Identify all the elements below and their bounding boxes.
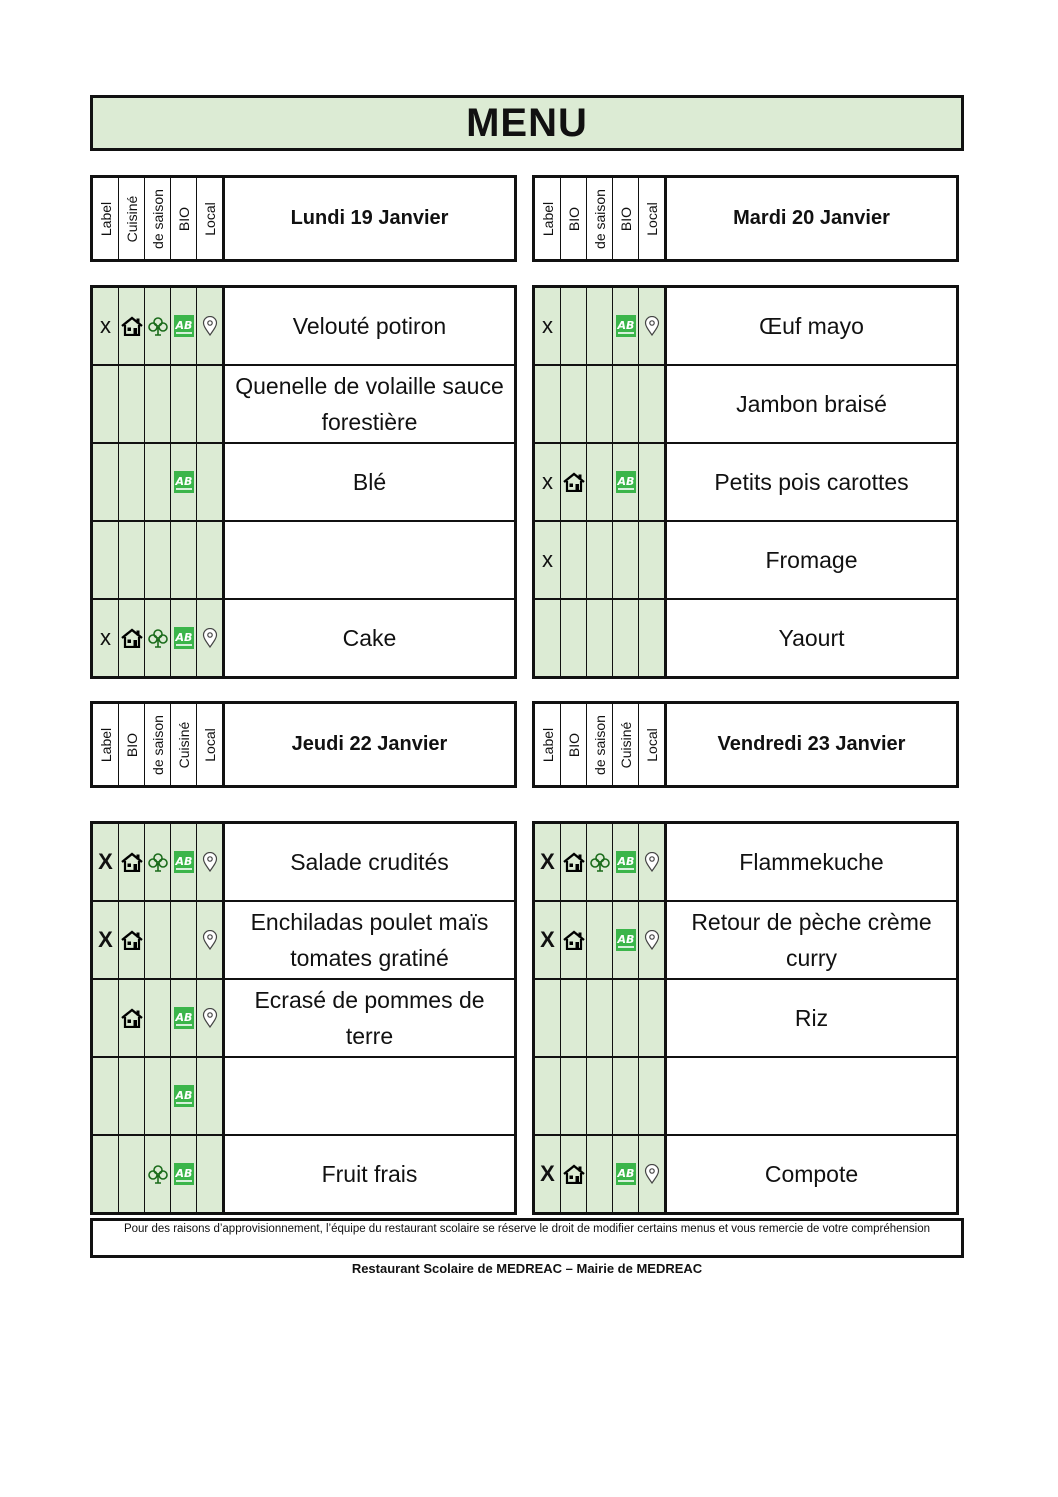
ab-bio-icon [173,470,195,494]
indicator-cell [561,288,587,364]
column-header [639,178,667,259]
day-title: Lundi 19 Janvier [290,207,449,229]
indicator-cell [119,902,145,978]
column-header [561,178,587,259]
day-header [532,175,959,262]
menu-row [535,288,956,366]
indicator-cell [613,600,639,676]
indicator-cell [93,288,119,364]
indicator-cell [639,366,667,442]
label-mark: X [540,927,555,952]
indicator-cell [587,600,613,676]
column-header-label: Local [201,201,218,236]
indicator-cell [197,902,225,978]
menu-row [535,522,956,600]
indicator-cell [613,980,639,1056]
indicator-cell [119,824,145,900]
menu-row [93,366,514,444]
indicator-cell [197,1058,225,1134]
house-icon [121,628,143,648]
menu-row [535,366,956,444]
column-header [587,178,613,259]
column-header [613,704,639,785]
indicator-cell [561,1058,587,1134]
indicator-cell [535,522,561,598]
house-icon [563,930,585,950]
indicator-cell [93,902,119,978]
label-mark: x [542,547,553,572]
column-header [561,704,587,785]
indicator-cell [639,824,667,900]
indicator-cell [561,366,587,442]
column-header [145,178,171,259]
indicator-cell [535,902,561,978]
svg-text:AB: AB [175,319,192,332]
svg-text:AB: AB [175,1011,192,1024]
ab-bio-icon [173,1084,195,1108]
indicator-cell [93,1136,119,1212]
svg-text:AB: AB [617,855,634,868]
club-icon [148,852,168,872]
indicator-cell [171,366,197,442]
indicator-cell [639,288,667,364]
indicator-cell [171,980,197,1056]
label-mark: X [98,849,113,874]
ab-bio-icon [173,1162,195,1186]
pin-icon [644,930,660,950]
indicator-cell [119,366,145,442]
ab-bio-icon [615,928,637,952]
menu-row [535,1058,956,1136]
menu-row [93,824,514,902]
dish-name: Ecrasé de pommes de terre [254,987,485,1049]
indicator-cell [613,1136,639,1212]
ab-bio-icon [173,626,195,650]
indicator-cell [535,600,561,676]
indicator-cell [613,522,639,598]
indicator-cell [145,824,171,900]
day-title: Mardi 20 Janvier [733,207,890,229]
pin-icon [202,628,218,648]
indicator-cell [613,902,639,978]
indicator-cell [171,902,197,978]
indicator-cell [587,1058,613,1134]
column-header-label: Label [97,201,114,236]
indicator-cell [587,366,613,442]
column-header [145,704,171,785]
column-header-label: Local [201,727,218,762]
ab-bio-icon [615,314,637,338]
column-header [119,704,145,785]
column-header [535,178,561,259]
indicator-cell [119,1058,145,1134]
indicator-cell [561,444,587,520]
menu-row [93,600,514,676]
dish-name: Compote [764,1161,859,1187]
day-menu-table [90,821,517,1215]
indicator-cell [93,1058,119,1134]
indicator-cell [587,522,613,598]
indicator-cell [561,902,587,978]
column-header-label: BIO [175,206,192,231]
club-icon [148,628,168,648]
indicator-cell [119,1136,145,1212]
indicator-cell [561,824,587,900]
indicator-cell [639,1136,667,1212]
menu-row [93,288,514,366]
day-title: Vendredi 23 Janvier [717,733,906,755]
indicator-cell [93,980,119,1056]
column-header [93,178,119,259]
dish-name: Fromage [765,547,858,573]
menu-row [535,902,956,980]
pin-icon [202,930,218,950]
svg-text:AB: AB [175,1089,192,1102]
dish-name: Blé [352,469,387,495]
day-header [532,701,959,788]
column-header [613,178,639,259]
indicator-cell [613,444,639,520]
column-header-label: BIO [565,732,582,757]
indicator-cell [613,824,639,900]
menu-row [535,444,956,522]
indicator-cell [197,1136,225,1212]
indicator-cell [639,1058,667,1134]
column-header-label: de saison [149,714,166,775]
club-icon [590,852,610,872]
svg-text:AB: AB [617,933,634,946]
column-header-label: BIO [617,206,634,231]
dish-name: Jambon braisé [736,391,887,417]
menu-row [93,1136,514,1212]
dish-name: Quenelle de volaille sauce forestière [235,373,504,435]
ab-bio-icon [173,314,195,338]
pin-icon [644,852,660,872]
indicator-cell [535,366,561,442]
ab-bio-icon [615,850,637,874]
column-header [119,178,145,259]
column-header [93,704,119,785]
indicator-cell [587,444,613,520]
column-header [171,178,197,259]
label-mark: x [542,469,553,494]
indicator-cell [197,366,225,442]
day-menu-table [532,285,959,679]
house-icon [563,852,585,872]
pin-icon [202,1008,218,1028]
ab-bio-icon [615,470,637,494]
pin-icon [202,316,218,336]
indicator-cell [197,444,225,520]
pin-icon [202,852,218,872]
indicator-cell [535,1136,561,1212]
indicator-cell [639,980,667,1056]
svg-text:AB: AB [175,1167,192,1180]
column-header-label: Label [97,727,114,762]
column-header-label: Cuisiné [123,195,140,242]
indicator-cell [119,522,145,598]
day-title: Jeudi 22 Janvier [291,733,448,755]
column-header [171,704,197,785]
menu-row [535,824,956,902]
house-icon [563,472,585,492]
house-icon [121,1008,143,1028]
indicator-cell [171,288,197,364]
indicator-cell [613,288,639,364]
dish-name: Petits pois carottes [714,469,909,495]
day-header [90,175,517,262]
menu-title: MENU [90,95,964,151]
ab-bio-icon [173,850,195,874]
indicator-cell [93,824,119,900]
indicator-cell [145,444,171,520]
indicator-cell [93,600,119,676]
indicator-cell [535,1058,561,1134]
indicator-cell [119,600,145,676]
dish-name: Retour de pèche crème curry [691,909,932,971]
house-icon [121,316,143,336]
day-menu-table [532,821,959,1215]
label-mark: X [540,1161,555,1186]
indicator-cell [197,600,225,676]
dish-name: Riz [794,1005,829,1031]
svg-text:AB: AB [175,855,192,868]
indicator-cell [171,600,197,676]
indicator-cell [171,1058,197,1134]
indicator-cell [639,522,667,598]
indicator-cell [145,366,171,442]
indicator-cell [535,444,561,520]
indicator-cell [613,366,639,442]
column-header-label: Cuisiné [175,721,192,768]
indicator-cell [119,444,145,520]
indicator-cell [197,288,225,364]
indicator-cell [561,522,587,598]
menu-row [535,1136,956,1212]
menu-row [93,444,514,522]
column-header [639,704,667,785]
column-header [587,704,613,785]
menu-row [535,980,956,1058]
ab-bio-icon [173,1006,195,1030]
indicator-cell [535,288,561,364]
indicator-cell [145,1058,171,1134]
indicator-cell [171,1136,197,1212]
day-header [90,701,517,788]
indicator-cell [171,824,197,900]
column-header [197,178,225,259]
indicator-cell [145,600,171,676]
indicator-cell [639,600,667,676]
dish-name: Fruit frais [321,1161,418,1187]
label-mark: x [542,313,553,338]
indicator-cell [587,902,613,978]
indicator-cell [145,1136,171,1212]
indicator-cell [561,600,587,676]
indicator-cell [145,980,171,1056]
dish-name [225,522,514,598]
column-header-label: Cuisiné [617,721,634,768]
indicator-cell [93,366,119,442]
indicator-cell [561,980,587,1056]
indicator-cell [561,1136,587,1212]
indicator-cell [639,902,667,978]
indicator-cell [93,444,119,520]
pin-icon [644,316,660,336]
indicator-cell [145,522,171,598]
club-icon [148,1164,168,1184]
column-header-label: Local [643,727,660,762]
svg-text:AB: AB [617,475,634,488]
menu-row [535,600,956,676]
svg-text:AB: AB [175,475,192,488]
indicator-cell [587,1136,613,1212]
column-header-label: de saison [149,188,166,249]
indicator-cell [197,980,225,1056]
label-mark: X [98,927,113,952]
indicator-cell [535,824,561,900]
column-header-label: de saison [591,188,608,249]
indicator-cell [613,1058,639,1134]
label-mark: x [100,625,111,650]
column-header-label: Label [539,727,556,762]
menu-row [93,980,514,1058]
club-icon [148,316,168,336]
footer-credit: Restaurant Scolaire de MEDREAC – Mairie de MEDREAC [351,1261,703,1276]
indicator-cell [119,288,145,364]
dish-name: Enchiladas poulet maïs tomates gratiné [250,909,489,971]
pin-icon [644,1164,660,1184]
column-header-label: Local [643,201,660,236]
menu-row [93,1058,514,1136]
dish-name: Yaourt [778,625,845,651]
indicator-cell [587,824,613,900]
day-menu-table [90,285,517,679]
dish-name: Œuf mayo [759,313,864,339]
indicator-cell [197,522,225,598]
indicator-cell [145,288,171,364]
dish-name: Salade crudités [290,849,449,875]
column-header-label: Label [539,201,556,236]
indicator-cell [171,522,197,598]
column-header-label: BIO [565,206,582,231]
indicator-cell [93,522,119,598]
indicator-cell [145,902,171,978]
dish-name: Flammekuche [739,849,884,875]
column-header [535,704,561,785]
label-mark: X [540,849,555,874]
dish-name [667,1058,956,1134]
column-header [197,704,225,785]
column-header-label: de saison [591,714,608,775]
ab-bio-icon [615,1162,637,1186]
menu-row [93,522,514,600]
indicator-cell [535,980,561,1056]
indicator-cell [197,824,225,900]
indicator-cell [587,288,613,364]
svg-text:AB: AB [617,1167,634,1180]
house-icon [121,930,143,950]
label-mark: x [100,313,111,338]
svg-text:AB: AB [175,631,192,644]
indicator-cell [119,980,145,1056]
dish-name: Velouté potiron [292,313,447,339]
menu-row [93,902,514,980]
house-icon [121,852,143,872]
svg-text:AB: AB [617,319,634,332]
column-header-label: BIO [123,732,140,757]
house-icon [563,1164,585,1184]
indicator-cell [587,980,613,1056]
disclaimer-note: Pour des raisons d’approvisionnement, l’équipe du restaurant scolaire se réserve le droit de modifier certains menus et vous remercie de votre compréhension [90,1218,964,1258]
dish-name: Cake [342,625,397,651]
indicator-cell [171,444,197,520]
dish-name [225,1058,514,1134]
indicator-cell [639,444,667,520]
